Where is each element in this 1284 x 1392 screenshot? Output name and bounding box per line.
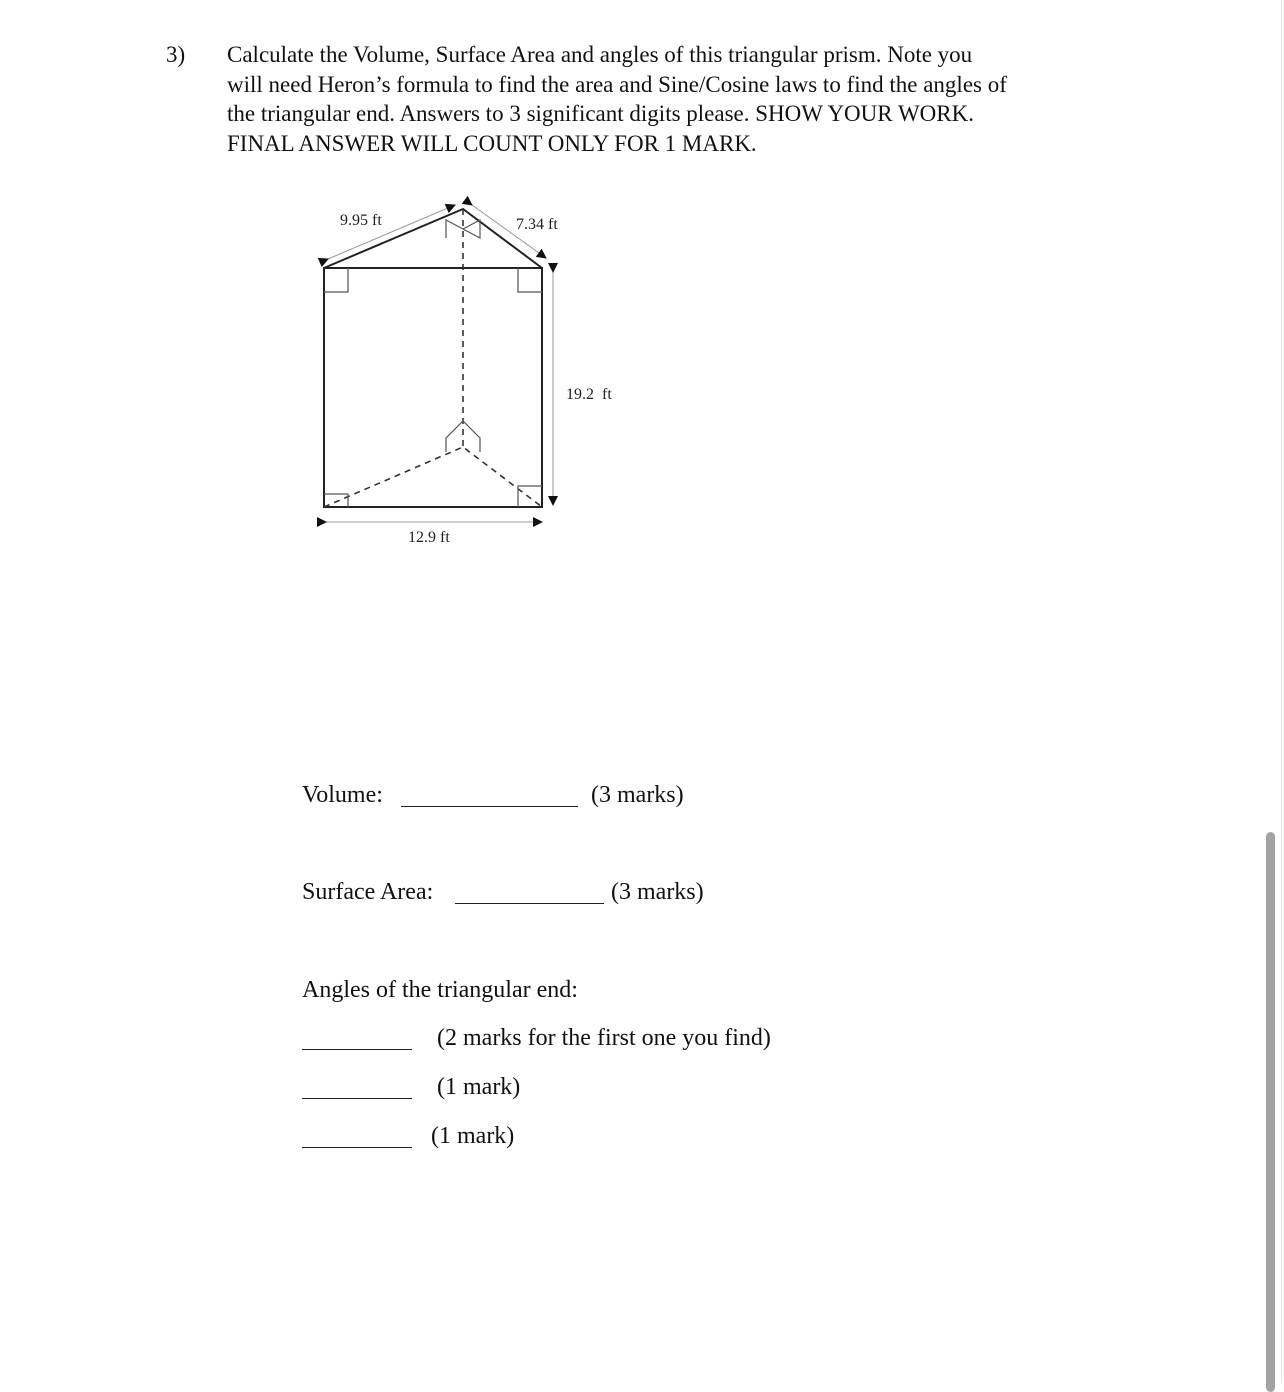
volume-label: Volume: — [302, 782, 383, 808]
right-angle-markers — [324, 220, 542, 507]
angle-marks-1: (2 marks for the first one you find) — [437, 1025, 771, 1051]
question-line: Calculate the Volume, Surface Area and angles of this triangular prism. Note you — [227, 42, 973, 67]
surface-area-label: Surface Area: — [302, 879, 434, 905]
angle-answer-line-3[interactable] — [302, 1147, 412, 1148]
angle-answer-line-1[interactable] — [302, 1049, 412, 1050]
dimension-label-length: 19.2 ft — [566, 386, 612, 403]
question-line: will need Heron’s formula to find the area and Sine/Cosine laws to find the angles of — [227, 71, 1007, 97]
angles-heading: Angles of the triangular end: — [302, 977, 578, 1003]
angle-marks-3: (1 mark) — [431, 1123, 515, 1149]
dimension-label-right-side: 7.34 ft — [516, 216, 558, 233]
volume-answer-line[interactable] — [401, 806, 578, 807]
dimension-label-left-side: 9.95 ft — [340, 212, 382, 229]
surface-area-answer-line[interactable] — [455, 903, 604, 904]
question-line: FINAL ANSWER WILL COUNT ONLY FOR 1 MARK. — [227, 130, 757, 156]
prism-solid-edges — [324, 209, 542, 507]
scrollbar-thumb[interactable] — [1266, 832, 1275, 1392]
question-line: the triangular end. Answers to 3 significant digits please. SHOW YOUR WORK. — [227, 101, 974, 126]
angle-answer-line-2[interactable] — [302, 1098, 412, 1099]
angle-marks-2: (1 mark) — [437, 1074, 521, 1100]
triangular-prism-diagram — [0, 0, 700, 560]
volume-marks: (3 marks) — [591, 782, 684, 808]
question-number: 3) — [166, 42, 186, 67]
surface-area-marks: (3 marks) — [611, 879, 704, 905]
dimension-label-base: 12.9 ft — [408, 529, 450, 546]
page-edge — [1281, 0, 1282, 1382]
